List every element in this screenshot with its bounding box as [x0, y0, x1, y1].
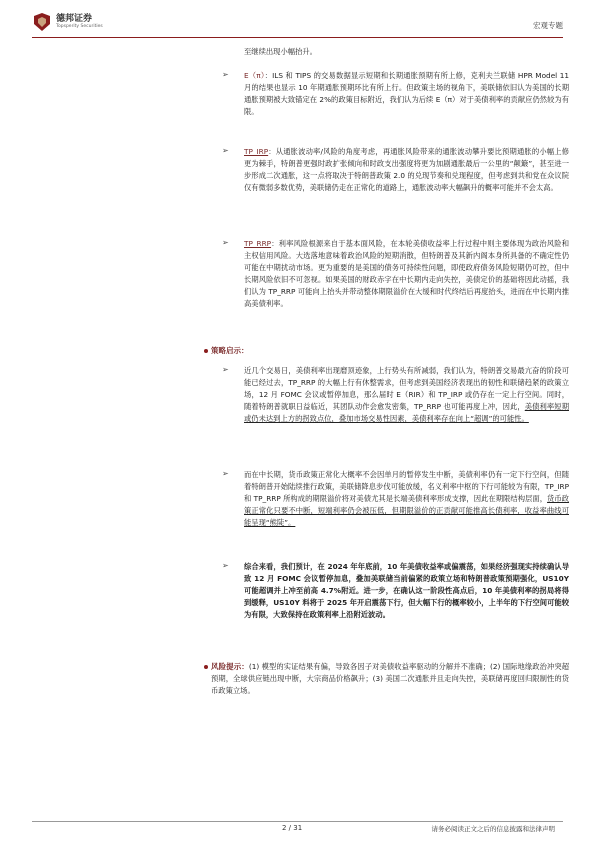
- arrow-bullet-icon: ➢: [222, 146, 229, 155]
- bullet-text: ：从通胀波动率/风险的角度考虑，再通胀风险带来的通胀波动攀升要比预期通胀的小幅上修更为棘手，特朗普更强时政扩张倾向和时政支出强度将更为加剧通胀最后一公里的“颠簸”，甚至进一步形成二次通胀，这一点将取决于特朗普政策 2.0 的兑现节奏和兑现程度，但考虑到共和党在众议院仅有微弱多数优势，美联储仍走在正常化的道路上，通胀波动率大幅飙升的概率可能并不会太高。: [244, 147, 569, 192]
- bullet-e-pi: [244, 70, 569, 118]
- bullet-underlined-text: 货币政策正常化只要不中断，短端利率仍会被压低，但期限溢价的正贡献可能推高长债利率，收益率曲线可能呈现“熊陡”。: [244, 494, 570, 527]
- arrow-bullet-icon: ➢: [222, 561, 229, 570]
- bullet-text: 近几个交易日，美债利率出现磨顶迹象，上行势头有所减弱，我们认为，特朗普交易最亢奋的阶段可能已经过去，TP_RRP 的大幅上行有休整需求，但考虑到美国经济表现出的韧性和联储趋紧的政策立场，12 月 FOMC 会议或暂停加息，那么届时 E（RIR）和 TP_IRP 或仍存在一定上行空间。同时，随着特朗普就职日益临近，其团队动作会愈发密集，TP_RRP 也可能再度上冲，因此，: [244, 366, 569, 411]
- bullet-underlined-text: 美债利率短期或仍未达到上方的拐致点位，叠加市场交易性因素，美债利率存在向上“超调”的可能性。: [244, 402, 569, 423]
- section-bullet-icon: [204, 349, 208, 353]
- bullet-tp-irp: [244, 146, 569, 194]
- company-logo: [32, 12, 103, 32]
- bullet-text: ：ILS 和 TIPS 的交易数据显示短期和长期通胀预期有所上修，克利夫兰联储 HPR Model 11 月的结果也显示 10 年期通胀预期环比有所上行。但政策主场的视角下，美联储依旧认为美国的长期通胀预期被大致锚定在 2%的政策目标附近，我们认为后续 E（π）对于美债利率的贡献应仍然较为有限。: [244, 71, 569, 116]
- strategy-bullet-short-term: [244, 365, 569, 425]
- bullet-keyword: E（π）: [244, 71, 265, 80]
- legal-disclaimer: 请务必阅读正文之后的信息披露和法律声明: [431, 825, 555, 833]
- bullet-text: ：利率风险根源来自于基本面风险，在本轮美债收益率上行过程中则主要体现为政治风险和主权信用风险。大选落地意味着政治风险的短期消散，但特朗普及其新内阁本身所具备的不确定性仍可能在中期扰动市场。更为重要的是美国的债务可持续性问题，即使政府债务风险短期仍可控，但中长期风险依旧不可忽视。如果美国的财政赤字在中长期内走向失控，美债定价的基础将因此动摇，我们认为 TP_RRP 可能向上抬头并带动整体期限溢价在大缓和时代终结后再度抬头，进而在中长期内推高美债利率。: [244, 239, 569, 308]
- strategy-section-title: 策略启示：: [211, 346, 249, 355]
- report-section-title: 宏观专题: [533, 21, 563, 30]
- risk-section-title: 风险提示：: [211, 662, 249, 671]
- bullet-tp-rrp: [244, 238, 569, 310]
- bullet-keyword: TP_RRP: [244, 239, 272, 248]
- section-bullet-icon: [204, 665, 208, 669]
- logo-name-en: Topsperity Securities: [56, 24, 103, 29]
- bullet-text: 而在中长期，货币政策正常化大概率不会因单月的暂停发生中断，美债利率仍有一定下行空间，但随着特朗普开始陆续推行政策，美联储降息步伐可能放缓，名义利率中枢的下行可能较为有限，TP_IRP 和 TP_RRP 所构成的期限溢价将对美债尤其是长端美债利率形成支撑，因此在期限结构层面，: [244, 470, 569, 503]
- page-header: [0, 0, 595, 40]
- footer-divider: [32, 821, 563, 822]
- logo-name-cn: 德邦证券: [56, 14, 93, 24]
- arrow-bullet-icon: ➢: [222, 238, 229, 247]
- bullet-keyword: TP_IRP: [244, 147, 269, 156]
- risk-warning: [211, 661, 569, 697]
- arrow-bullet-icon: ➢: [222, 70, 229, 79]
- page-number: 2 / 31: [282, 824, 303, 832]
- arrow-bullet-icon: ➢: [222, 469, 229, 478]
- arrow-bullet-icon: ➢: [222, 365, 229, 374]
- risk-text: (1) 模型的实证结果有偏，导致各因子对美债收益率驱动的分解并不准确；(2) 国际地缘政治冲突超预期，全球供应链出现中断，大宗商品价格飙升；(3) 美国二次通胀并且走向失控，美联储再度回归限制性的货币政策立场。: [211, 662, 570, 695]
- strategy-bullet-long-term: [244, 469, 569, 529]
- strategy-bullet-conclusion: 综合来看，我们预计，在 2024 年年底前，10 年美债收益率或偏震荡，如果经济强现实持续确认导致 12 月 FOMC 会议暂停加息，叠加美联储当前偏紧的政策立场和特朗普政策预期强化，US10Y 可能超调并上冲至前高 4.7%附近。进一步，在确认这一阶段性高点后，10 年美债利率的拐局将得到缓释，US10Y 料将于 2025 年开启震荡下行，但大幅下行的概率较小，上半年的下行空间可能较为有限，大致保持在政策利率上沿附近波动。: [244, 562, 569, 619]
- header-divider: [32, 37, 563, 38]
- continued-line: 至继续出现小幅抬升。: [244, 47, 317, 56]
- logo-icon: [32, 12, 52, 32]
